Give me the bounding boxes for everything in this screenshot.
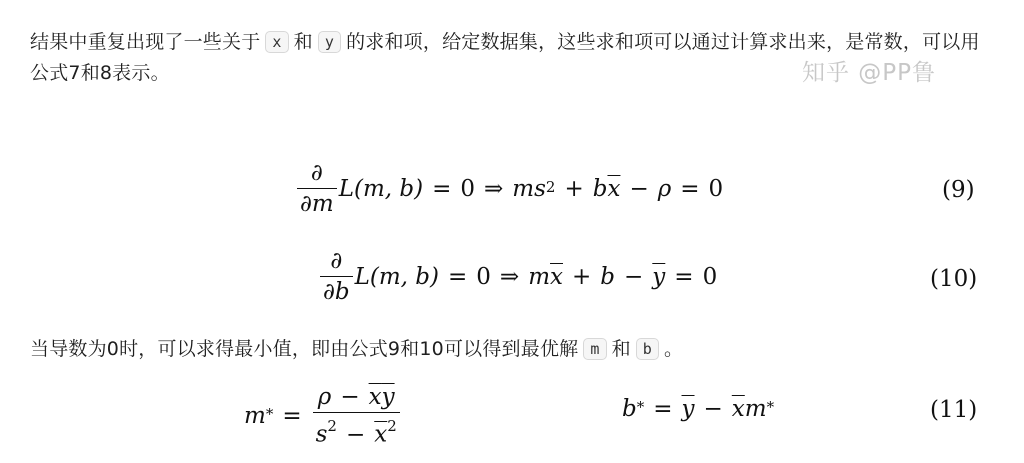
var-xbar: $\overline{x}$ [607, 175, 621, 202]
inline-code-y: y [318, 31, 341, 53]
equals-sign: = [653, 396, 673, 422]
paragraph-optimum [30, 334, 990, 365]
var-m-star: m [244, 402, 266, 429]
equals-sign: = [448, 263, 468, 290]
equals-sign: = [282, 402, 302, 429]
exponent: 2 [545, 177, 556, 196]
intro-text-1: 结果中重复出现了一些关于 [30, 31, 261, 53]
star-superscript: * [766, 398, 775, 416]
zero: 0 [476, 263, 491, 290]
equation-11-b-star [622, 396, 774, 422]
fraction-denominator [313, 412, 400, 448]
var-m-star: m [744, 396, 767, 422]
intro-and: 和 [293, 31, 313, 53]
optimum-and: 和 [611, 338, 631, 360]
plus-sign: + [572, 263, 592, 290]
partial-numerator: ∂ [310, 160, 323, 186]
var-s: s [534, 175, 546, 202]
exponent: 2 [387, 417, 397, 435]
zero: 0 [460, 175, 475, 202]
optimum-text-1: 当导数为0时，可以求得最小值，即由公式9和10可以得到最优解 [30, 338, 579, 360]
var-xbar: $\overline{x}$ [731, 396, 745, 422]
zero-2: 0 [702, 263, 718, 290]
equation-11-m-star [244, 384, 402, 448]
equation-10 [318, 248, 717, 305]
var-xbar: $\overline{x}$ [374, 421, 388, 448]
var-xbar: $\overline{x}$ [368, 384, 382, 410]
var-ybar: $\overline{y}$ [381, 384, 395, 410]
var-rho: ρ [657, 175, 672, 202]
equation-number-11: (11) [930, 397, 978, 423]
exponent: 2 [327, 417, 337, 435]
intro-text-2: 的求和项，给定数据集，这些求和项可以通过计算求出来，是常数，可以用公式7和8表示。 [30, 31, 980, 84]
equals-sign-2: = [674, 263, 694, 290]
var-b: b [592, 175, 608, 202]
minus-sign: − [345, 421, 366, 448]
var-b: b [600, 263, 616, 290]
minus-sign: − [629, 175, 649, 202]
partial-denominator: ∂m [297, 188, 337, 217]
inline-code-b: b [636, 338, 659, 360]
var-b-star: b [622, 396, 637, 422]
watermark: 知乎 @PP鲁 [802, 60, 937, 86]
m-star-fraction [313, 384, 400, 448]
var-xbar: $\overline{x}$ [550, 263, 563, 290]
equation-9 [295, 160, 723, 217]
partial-fraction-m [297, 160, 337, 217]
partial-denominator: ∂b [320, 276, 353, 305]
star-superscript: * [265, 404, 274, 423]
var-m: m [528, 263, 551, 290]
var-ybar: $\overline{y}$ [681, 396, 695, 422]
var-s: s [315, 421, 328, 448]
zero-2: 0 [708, 175, 724, 202]
minus-sign: − [340, 384, 360, 410]
partial-fraction-b [320, 248, 353, 305]
minus-sign: − [624, 263, 644, 290]
equation-number-9: (9) [942, 177, 975, 203]
plus-sign: + [564, 175, 584, 202]
inline-code-x: x [265, 31, 288, 53]
minus-sign: − [703, 396, 723, 422]
star-superscript: * [636, 398, 645, 416]
equals-sign-2: = [680, 175, 700, 202]
var-m: m [512, 175, 535, 202]
var-rho: ρ [317, 384, 332, 410]
optimum-text-2: 。 [664, 338, 684, 360]
inline-code-m: m [583, 338, 606, 360]
loss-function: L(m, b) [354, 263, 439, 290]
partial-numerator: ∂ [330, 248, 343, 274]
var-ybar: $\overline{y}$ [652, 263, 666, 290]
implies-arrow: ⇒ [499, 263, 520, 290]
equals-sign: = [432, 175, 452, 202]
fraction-numerator [315, 384, 398, 412]
equation-number-10: (10) [930, 266, 978, 292]
implies-arrow: ⇒ [484, 175, 504, 202]
loss-function: L(m, b) [338, 175, 424, 202]
